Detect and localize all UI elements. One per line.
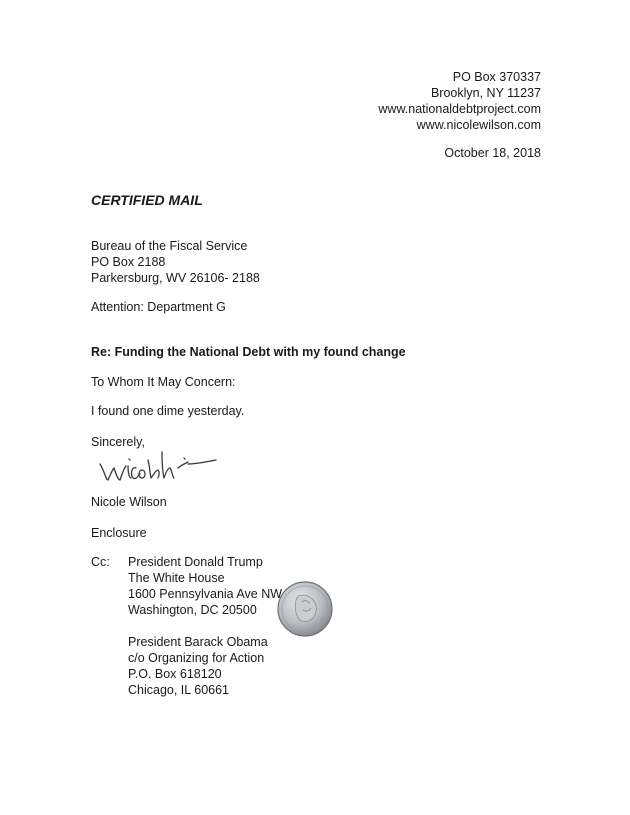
- sender-po-box: PO Box 370337: [452, 70, 541, 84]
- signer-name: Nicole Wilson: [91, 495, 167, 509]
- sender-address: [378, 69, 541, 133]
- subject-line: Re: Funding the National Debt with my found change: [91, 345, 406, 359]
- sender-city: Brooklyn, NY 11237: [430, 86, 541, 100]
- attention-line: Attention: Department G: [91, 300, 226, 314]
- dime-coin-icon: [276, 580, 334, 638]
- recipient-address: [91, 238, 260, 286]
- salutation: To Whom It May Concern:: [91, 375, 236, 389]
- sender-website-2: www.nicolewilson.com: [416, 118, 541, 132]
- cc-recipient-line: The White House: [128, 571, 225, 585]
- closing: Sincerely,: [91, 435, 145, 449]
- cc-recipient-line: President Donald Trump: [128, 555, 263, 569]
- cc-recipient-line: Chicago, IL 60661: [128, 683, 230, 697]
- cc-recipient: [128, 554, 282, 618]
- cc-recipients: [128, 554, 282, 714]
- signature-icon: [96, 440, 226, 490]
- cc-recipient-line: c/o Organizing for Action: [128, 651, 265, 665]
- letter-date: October 18, 2018: [444, 146, 541, 160]
- recipient-city: Parkersburg, WV 26106- 2188: [91, 271, 260, 285]
- enclosure-note: Enclosure: [91, 526, 147, 540]
- recipient-po-box: PO Box 2188: [91, 255, 166, 269]
- cc-recipient-line: Washington, DC 20500: [128, 603, 257, 617]
- recipient-name: Bureau of the Fiscal Service: [91, 239, 248, 253]
- letter-body: I found one dime yesterday.: [91, 404, 245, 418]
- cc-recipient-line: P.O. Box 618120: [128, 667, 222, 681]
- cc-recipient: [128, 634, 282, 698]
- cc-recipient-line: President Barack Obama: [128, 635, 268, 649]
- certified-mail-heading: CERTIFIED MAIL: [91, 192, 203, 208]
- cc-recipient-line: 1600 Pennsylvania Ave NW: [128, 587, 283, 601]
- sender-website-1: www.nationaldebtproject.com: [378, 102, 541, 116]
- cc-label: Cc:: [91, 555, 110, 569]
